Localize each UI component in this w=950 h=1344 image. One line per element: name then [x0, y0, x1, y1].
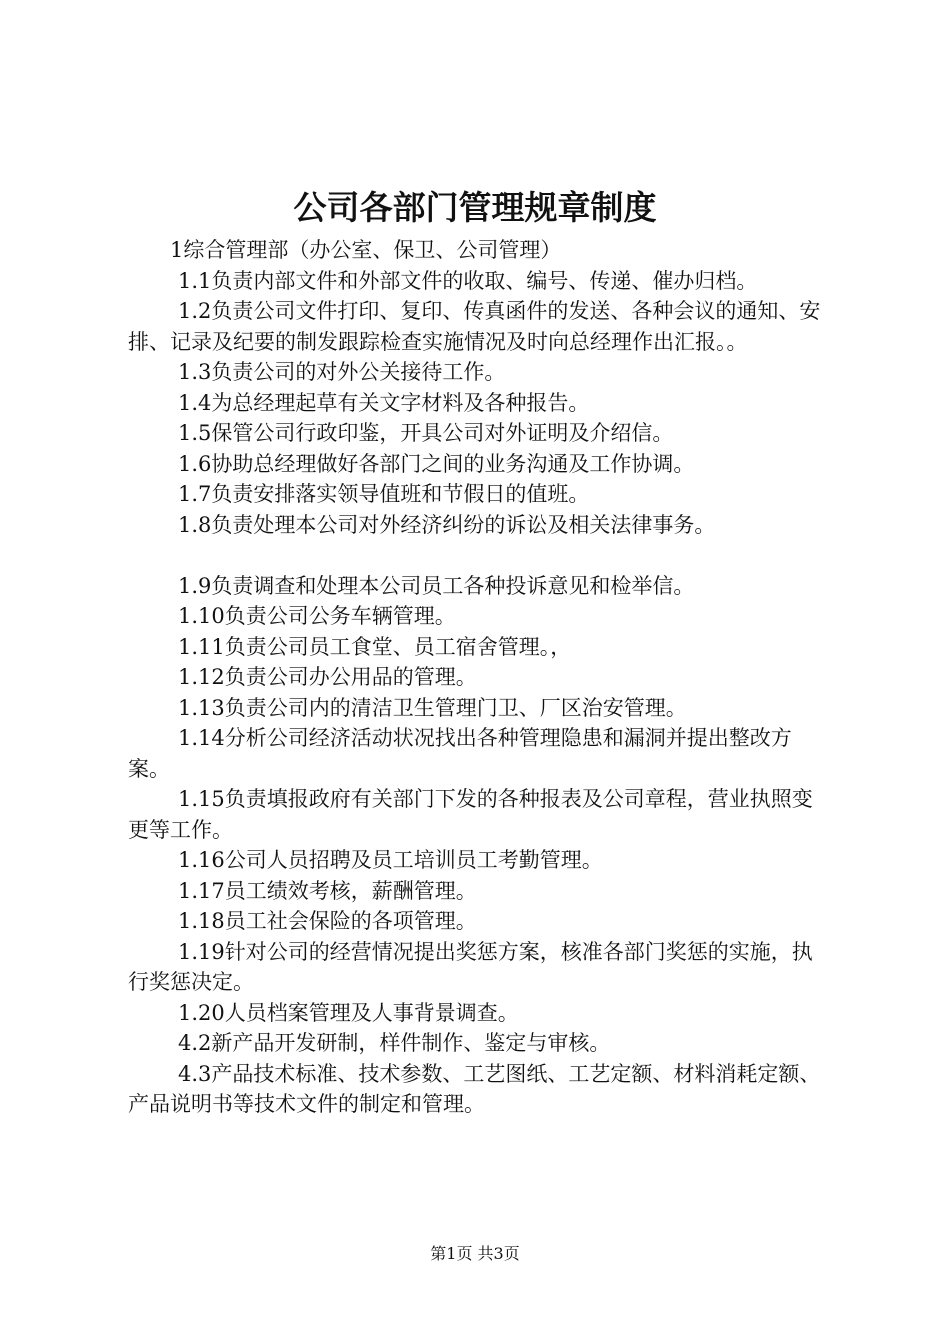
paragraph-1-15: 1.15负责填报政府有关部门下发的各种报表及公司章程，营业执照变更等工作。	[128, 787, 813, 842]
paragraph-1-7: 1.7负责安排落实领导值班和节假日的值班。	[178, 482, 590, 506]
paragraph-1-5: 1.5保管公司行政印鉴，开具公司对外证明及介绍信。	[178, 421, 674, 445]
paragraph-1-20: 1.20人员档案管理及人事背景调查。	[178, 1000, 519, 1025]
paragraph-1-4: 1.4为总经理起草有关文字材料及各种报告。	[178, 390, 590, 415]
paragraph-4-3: 4.3产品技术标准、技术参数、工艺图纸、工艺定额、材料消耗定额、产品说明书等技术文件的制定和管理。	[128, 1061, 821, 1116]
paragraph-section-1: 1综合管理部（办公室、保卫、公司管理）	[170, 238, 562, 262]
page-footer: 第1页 共3页	[430, 1244, 520, 1263]
paragraph-1-6: 1.6协助总经理做好各部门之间的业务沟通及工作协调。	[178, 451, 695, 476]
paragraph-1-18: 1.18员工社会保险的各项管理。	[178, 909, 477, 933]
paragraph-1-16: 1.16公司人员招聘及员工培训员工考勤管理。	[178, 848, 603, 872]
document-body	[128, 235, 828, 1120]
paragraph-1-3: 1.3负责公司的对外公关接待工作。	[178, 360, 506, 384]
blank-line	[128, 540, 828, 571]
paragraph-1-8: 1.8负责处理本公司对外经济纠纷的诉讼及相关法律事务。	[178, 512, 716, 537]
paragraph-1-14: 1.14分析公司经济活动状况找出各种管理隐患和漏洞并提出整改方案。	[128, 726, 792, 781]
paragraph-1-12: 1.12负责公司办公用品的管理。	[178, 665, 477, 689]
paragraph-1-13: 1.13负责公司内的清洁卫生管理门卫、厂区治安管理。	[178, 695, 687, 720]
paragraph-1-10: 1.10负责公司公务车辆管理。	[178, 604, 456, 628]
paragraph-1-11: 1.11负责公司员工食堂、员工宿舍管理。，	[178, 634, 572, 659]
paragraph-1-1: 1.1负责内部文件和外部文件的收取、编号、传递、催办归档。	[178, 268, 758, 293]
document-title: 公司各部门管理规章制度	[293, 188, 657, 227]
paragraph-1-9: 1.9负责调查和处理本公司员工各种投诉意见和检举信。	[178, 573, 695, 598]
paragraph-1-17: 1.17员工绩效考核，薪酬管理。	[178, 878, 477, 903]
paragraph-1-2: 1.2负责公司文件打印、复印、传真函件的发送、各种会议的通知、安排、记录及纪要的制发跟踪检查实施情况及时向总经理作出汇报。。	[128, 299, 821, 354]
paragraph-1-19: 1.19针对公司的经营情况提出奖惩方案，核准各部门奖惩的实施，执行奖惩决定。	[128, 939, 813, 994]
paragraph-4-2: 4.2新产品开发研制，样件制作、鉴定与审核。	[178, 1031, 611, 1055]
